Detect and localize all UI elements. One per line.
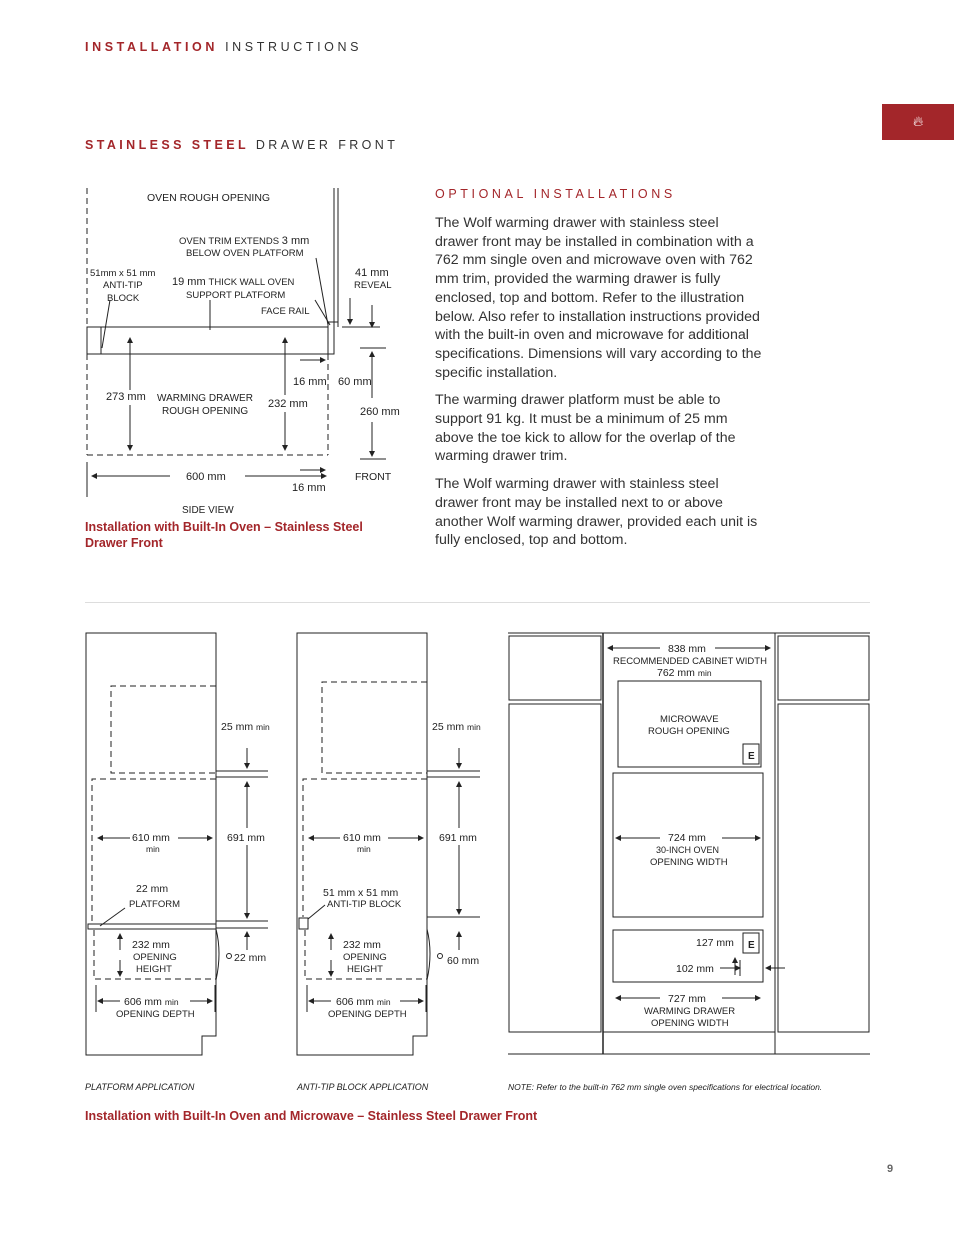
svg-text:232 mm: 232 mm (132, 939, 170, 951)
svg-text:691 mm: 691 mm (227, 832, 265, 844)
running-header: INSTALLATION INSTRUCTIONS (85, 40, 363, 54)
svg-text:BELOW OVEN PLATFORM: BELOW OVEN PLATFORM (186, 248, 304, 259)
svg-text:691 mm: 691 mm (439, 832, 477, 844)
svg-text:600 mm: 600 mm (186, 471, 226, 483)
svg-text:E: E (748, 751, 755, 762)
svg-text:127 mm: 127 mm (696, 937, 734, 949)
svg-text:SUPPORT PLATFORM: SUPPORT PLATFORM (186, 290, 286, 301)
svg-text:WARMING DRAWER: WARMING DRAWER (644, 1006, 736, 1017)
svg-text:FACE RAIL: FACE RAIL (261, 306, 310, 317)
section-title: STAINLESS STEEL DRAWER FRONT (85, 138, 399, 152)
svg-text:60 mm: 60 mm (338, 376, 372, 388)
svg-text:ANTI-TIP BLOCK: ANTI-TIP BLOCK (327, 899, 402, 910)
svg-text:51 mm x 51 mm: 51 mm x 51 mm (323, 887, 399, 899)
svg-text:16 mm: 16 mm (293, 376, 327, 388)
side-view-caption: Installation with Built-In Oven – Stainless Steel Drawer Front (85, 520, 363, 550)
svg-text:ANTI-TIP BLOCK APPLICATION: ANTI-TIP BLOCK APPLICATION (297, 1082, 429, 1092)
svg-text:727 mm: 727 mm (668, 993, 706, 1005)
side-view-diagram (87, 188, 386, 497)
svg-text:762 mm min: 762 mm min (657, 667, 712, 679)
svg-text:724 mm: 724 mm (668, 832, 706, 844)
svg-text:OPENING DEPTH: OPENING DEPTH (328, 1009, 407, 1020)
svg-text:102 mm: 102 mm (676, 963, 714, 975)
svg-text:22 mm: 22 mm (234, 952, 267, 964)
svg-text:HEIGHT: HEIGHT (347, 964, 383, 975)
svg-text:ROUGH OPENING: ROUGH OPENING (648, 726, 730, 737)
svg-text:OPENING: OPENING (133, 952, 177, 963)
svg-text:25 mm min: 25 mm min (221, 721, 270, 733)
svg-text:MICROWAVE: MICROWAVE (660, 714, 719, 725)
svg-text:260 mm: 260 mm (360, 406, 400, 418)
svg-text:PLATFORM APPLICATION: PLATFORM APPLICATION (85, 1082, 195, 1092)
optional-installations-text: The Wolf warming drawer with stainless steel drawer front may be installed in combination with a 762 mm single oven and microwave oven with 762 mm trim, provided the warming drawer is fully enclosed, top and bottom. Refer to the illustration below. Also refer to installation instructions provided with the built-in oven and microwave for additional specifications. Dimensions will vary according to the specific installation. The warming drawer platform must be able to support 91 kg. It must be a minimum of 25 mm above the toe kick to allow for the overlap of the warming drawer trim. The Wolf warming drawer with stainless steel drawer front may be installed next to or above another Wolf warming drawer, provided each unit is fully enclosed, top and bottom. (435, 215, 762, 549)
svg-text:25 mm min: 25 mm min (432, 721, 481, 733)
svg-text:51mm x 51 mm: 51mm x 51 mm (90, 268, 156, 279)
svg-text:ANTI-TIP: ANTI-TIP (103, 280, 143, 291)
svg-text:OVEN ROUGH OPENING: OVEN ROUGH OPENING (147, 192, 271, 204)
svg-text:NOTE: Refer to the built-in 76: NOTE: Refer to the built-in 762 mm single oven specifications for electrical location. (508, 1082, 823, 1092)
svg-text:16 mm: 16 mm (292, 482, 326, 494)
svg-text:60 mm: 60 mm (447, 955, 480, 967)
svg-text:610 mm: 610 mm (132, 832, 170, 844)
svg-text:OPENING WIDTH: OPENING WIDTH (651, 1018, 729, 1029)
platform-application-diagram (86, 633, 268, 1055)
svg-text:E: E (748, 940, 755, 951)
svg-text:OVEN TRIM EXTENDS 3 mm: OVEN TRIM EXTENDS 3 mm (179, 235, 310, 247)
svg-text:HEIGHT: HEIGHT (136, 964, 172, 975)
svg-text:610 mm: 610 mm (343, 832, 381, 844)
svg-text:30-INCH OVEN: 30-INCH OVEN (656, 845, 720, 855)
svg-text:OPENING WIDTH: OPENING WIDTH (650, 857, 728, 868)
svg-text:BLOCK: BLOCK (107, 293, 140, 304)
svg-text:REVEAL: REVEAL (354, 280, 392, 291)
svg-text:OPENING DEPTH: OPENING DEPTH (116, 1009, 195, 1020)
svg-text:273 mm: 273 mm (106, 391, 146, 403)
svg-text:min: min (146, 844, 160, 854)
antitip-application-diagram (297, 633, 480, 1055)
optional-installations-heading: OPTIONAL INSTALLATIONS (435, 187, 676, 201)
svg-text:19 mm THICK WALL OVEN: 19 mm THICK WALL OVEN (172, 276, 295, 288)
svg-text:606 mm min: 606 mm min (336, 996, 391, 1008)
svg-text:WARMING DRAWER: WARMING DRAWER (157, 393, 253, 404)
svg-text:838 mm: 838 mm (668, 643, 706, 655)
svg-text:41 mm: 41 mm (355, 267, 389, 279)
svg-text:OPENING: OPENING (343, 952, 387, 963)
flame-icon: 🔥︎ (913, 113, 924, 129)
svg-text:min: min (357, 844, 371, 854)
svg-text:22 mm: 22 mm (136, 883, 169, 895)
svg-text:RECOMMENDED CABINET WIDTH: RECOMMENDED CABINET WIDTH (613, 656, 767, 667)
svg-text:SIDE VIEW: SIDE VIEW (182, 505, 234, 516)
svg-text:ROUGH OPENING: ROUGH OPENING (162, 406, 249, 417)
svg-text:PLATFORM: PLATFORM (129, 899, 181, 910)
svg-text:232 mm: 232 mm (343, 939, 381, 951)
svg-text:232 mm: 232 mm (268, 398, 308, 410)
svg-text:FRONT: FRONT (355, 471, 392, 483)
svg-text:606 mm min: 606 mm min (124, 996, 179, 1008)
bottom-caption: Installation with Built-In Oven and Microwave – Stainless Steel Drawer Front (85, 1109, 538, 1123)
page-number: 9 (887, 1163, 894, 1175)
